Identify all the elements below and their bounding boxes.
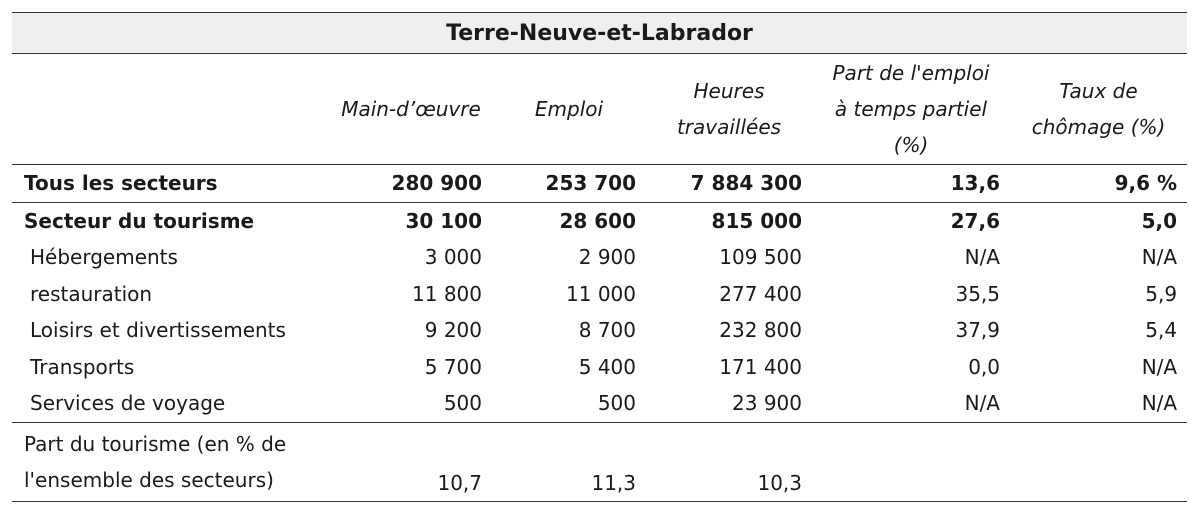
header-employment: Emploi (492, 54, 646, 165)
header-blank (12, 54, 330, 165)
cell-unemployment (1010, 422, 1187, 501)
cell-employment: 28 600 (559, 208, 636, 233)
cell-part-time: 13,6 (812, 165, 1010, 203)
row-label: restauration (30, 281, 153, 306)
cell-hours: 815 000 (711, 208, 802, 233)
table-title: Terre-Neuve-et-Labrador (12, 13, 1187, 54)
row-label: Tous les secteurs (12, 165, 330, 203)
row-label: Hébergements (30, 245, 178, 270)
cell-part-time: 27,6 (950, 208, 1000, 233)
table-row-travel-services (12, 385, 1187, 422)
cell-unemployment: 5,9 (1145, 281, 1178, 306)
cell-unemployment: N/A (1141, 354, 1178, 379)
cell-employment: 500 (492, 385, 646, 422)
cell-unemployment: N/A (1141, 245, 1178, 270)
cell-employment: 8 700 (578, 318, 636, 343)
table-container (12, 12, 1187, 502)
row-label: Secteur du tourisme (24, 208, 255, 233)
cell-employment: 5 400 (578, 354, 636, 379)
table-row-all-sectors (12, 165, 1187, 203)
share-label-line2: l'ensemble des secteurs) (24, 467, 274, 492)
header-part-time-line2: à temps partiel (834, 97, 988, 121)
cell-part-time: N/A (964, 245, 1000, 270)
cell-labor-force: 9 200 (424, 318, 482, 343)
cell-employment: 253 700 (492, 165, 646, 203)
cell-unemployment: 5,0 (1141, 208, 1178, 233)
cell-labor-force: 280 900 (330, 165, 492, 203)
cell-hours: 7 884 300 (646, 165, 812, 203)
table-row-transportation (12, 349, 1187, 386)
row-label: Loisirs et divertissements (30, 318, 286, 343)
cell-unemployment: 5,4 (1145, 318, 1178, 343)
cell-hours: 10,3 (646, 422, 812, 501)
cell-hours: 23 900 (646, 385, 812, 422)
table-row-food-services (12, 276, 1187, 313)
row-label: Services de voyage (12, 385, 330, 422)
cell-employment: 11 000 (566, 281, 636, 306)
cell-employment: 2 900 (578, 245, 636, 270)
header-unemployment (1010, 54, 1187, 165)
cell-employment: 11,3 (492, 422, 646, 501)
header-part-time-line3: (%) (893, 133, 929, 157)
table-row-accommodation (12, 239, 1187, 276)
table-row-recreation (12, 312, 1187, 349)
header-labor-force: Main-d’œuvre (330, 54, 492, 165)
cell-labor-force: 30 100 (405, 208, 482, 233)
cell-hours: 109 500 (719, 245, 802, 270)
header-part-time (812, 54, 1010, 165)
cell-part-time (812, 422, 1010, 501)
cell-labor-force: 500 (330, 385, 492, 422)
cell-part-time: 35,5 (955, 281, 1000, 306)
cell-unemployment: N/A (1010, 385, 1187, 422)
header-unemployment-line2: chômage (%) (1031, 115, 1166, 139)
table-row-tourism (12, 202, 1187, 239)
header-hours-line1: Heures (693, 79, 765, 103)
cell-labor-force: 3 000 (424, 245, 482, 270)
cell-part-time: 0,0 (968, 354, 1000, 379)
cell-part-time: N/A (812, 385, 1010, 422)
header-hours-line2: travaillées (676, 115, 782, 139)
header-unemployment-line1: Taux de (1059, 79, 1138, 103)
share-label-line1: Part du tourisme (en % de (24, 431, 287, 456)
cell-labor-force: 11 800 (412, 281, 482, 306)
row-label (12, 422, 330, 501)
tourism-employment-table (12, 12, 1187, 502)
cell-unemployment: 9,6 % (1010, 165, 1187, 203)
cell-hours: 232 800 (719, 318, 802, 343)
header-part-time-line1: Part de l'emploi (832, 61, 990, 85)
cell-hours: 171 400 (719, 354, 802, 379)
cell-labor-force: 10,7 (330, 422, 492, 501)
header-hours (646, 54, 812, 165)
cell-labor-force: 5 700 (424, 354, 482, 379)
row-label: Transports (30, 354, 135, 379)
cell-hours: 277 400 (719, 281, 802, 306)
cell-part-time: 37,9 (955, 318, 1000, 343)
table-row-tourism-share (12, 422, 1187, 501)
